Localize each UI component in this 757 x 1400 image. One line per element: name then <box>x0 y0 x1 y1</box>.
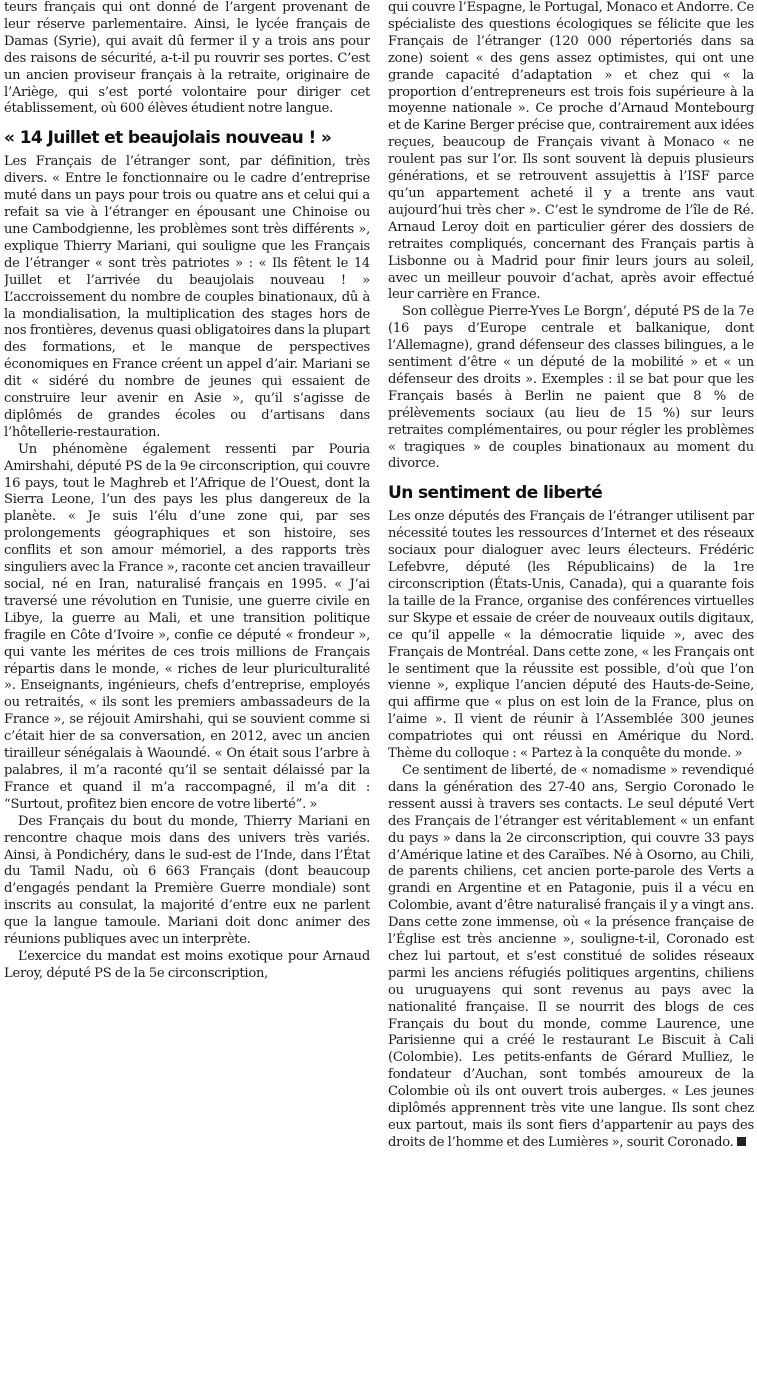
body-paragraph: Les onze députés des Français de l’étranger utilisent par nécessité toutes les ressources d’Internet et des réseaux sociaux pour dialoguer avec leurs électeurs. Frédéric Lefebvre, député (les Républicains) de la 1re circonscription (États-Unis, Canada), qui a quarante fois la taille de la France, organise des conférences virtuelles sur Skype et essaie de créer de nouveaux outils digitaux, ce qu’il appelle « la démocratie liquide », avec des Français de Montréal. Dans cette zone, « les Français ont le sentiment que la réussite est possible, d’où que l’on vienne », explique l’ancien député des Hauts-de-Seine, qui affirme que « plus on est loin de la France, plus on l’aime ». Il vient de réunir à l’Assemblée 300 jeunes compatriotes qui ont réussi en Amérique du Nord. Thème du colloque : « Partez à la conquête du monde. » <box>388 509 754 762</box>
final-paragraph <box>388 763 754 1152</box>
final-paragraph-text: Ce sentiment de liberté, de « nomadisme » revendiqué dans la génération des 27-40 ans, Sergio Coronado le ressent aussi à travers ses contacts. Le seul député Vert des Français de l’étranger est véritablement « un enfant du pays » dans la 2e circonscription, qui couvre 33 pays d’Amérique latine et des Caraïbes. Né à Osorno, au Chili, de parents chiliens, cet ancien porte-parole des Verts a grandi en Argentine et en Patagonie, puis il a vécu en Colombie, avant d’être naturalisé français il y a vingt ans. Dans cette zone immense, où « la présence française de l’Église est très ancienne », souligne-t-il, Coronado est chez lui partout, et s’est constitué de solides réseaux parmi les anciens réfugiés politiques argentins, chiliens ou uruguayens qui sont revenus au pays avec la nationalité française. Il se nourrit des blogs de ces Français du bout du monde, comme Laurence, une Parisienne qui a créé le restaurant Le Biscuit à Cali (Colombie). Les petits-enfants de Gérard Mulliez, le fondateur d’Auchan, sont tombés amoureux de la Colombie où ils ont ouvert trois auberges. « Les jeunes diplômés apprennent très vite une langue. Ils sont chez eux partout, mais ils sont fiers d’appartenir au pays des droits de l’homme et des Lumières », sourit Coronado. <box>388 762 754 1150</box>
body-paragraph: qui couvre l’Espagne, le Portugal, Monaco et Andorre. Ce spécialiste des questions écologiques se félicite que les Français de l’étranger (120 000 répertoriés dans sa zone) soient « des gens assez optimistes, qui ont une grande capacité d’adaptation » et chez qui « la proportion d’entrepreneurs est trois fois supérieure à la moyenne nationale ». Ce proche d’Arnaud Montebourg et de Karine Berger précise que, contrairement aux idées reçues, beaucoup de Français vivant à Monaco « ne roulent pas sur l’or. Ils sont souvent là depuis plusieurs générations, et se retrouvent assujettis à l’ISF parce qu’un appartement acheté il y a trente ans vaut aujourd’hui très cher ». C’est le syndrome de l’île de Ré. Arnaud Leroy doit en particulier gérer des dossiers de retraites compliqués, concernant des Français partis à Lisbonne ou à Madrid pour finir leurs jours au soleil, avec un meilleur pouvoir d’achat, après avoir effectué leur carrière en France. <box>388 0 754 303</box>
body-paragraph: L’exercice du mandat est moins exotique pour Arnaud Leroy, député PS de la 5e circonscription, <box>4 948 370 981</box>
body-paragraph: Les Français de l’étranger sont, par définition, très divers. « Entre le fonctionnaire ou le cadre d’entreprise muté dans un pays pour trois ou quatre ans et celui qui a refait sa vie à l’étranger en épousant une Chinoise ou une Cambodgienne, les problèmes sont très différents », explique Thierry Mariani, qui souligne que les Français de l’étranger « sont très patriotes » : « Ils fêtent le 14 Juillet et l’arrivée du beaujolais nouveau ! » L’accroissement du nombre de couples binationaux, dû à la mondialisation, la multiplication des stages hors de nos frontières, devenus quasi obligatoires dans la plupart des formations, et le manque de perspectives économiques en France créent un appel d’air. Mariani se dit « sidéré du nombre de jeunes qui essaient de construire leur avenir en Asie », qu’il s’agisse de diplômés de grandes écoles ou d’artisans dans l’hôtellerie-restauration. <box>4 154 370 440</box>
section-heading-juillet: « 14 Juillet et beaujolais nouveau ! » <box>4 128 332 149</box>
body-paragraph: Son collègue Pierre-Yves Le Borgn’, député PS de la 7e (16 pays d’Europe centrale et balkanique, dont l’Allemagne), grand défenseur des classes bilingues, a le sentiment d’être « un député de la mobilité » et « un défenseur des droits ». Exemples : il se bat pour que les Français basés à Berlin ne paient que 8 % de prélèvements sociaux (au lieu de 15 %) sur leurs retraites complémentaires, ou pour régler les problèmes « tragiques » de couples binationaux au moment du divorce. <box>388 304 754 472</box>
left-column <box>4 0 370 1400</box>
body-paragraph: Des Français du bout du monde, Thierry Mariani en rencontre chaque mois dans des univers très variés. Ainsi, à Pondichéry, dans le sud-est de l’Inde, dans l’État du Tamil Nadu, où 6 663 Français (dont beaucoup d’engagés pendant la Première Guerre mondiale) sont inscrits au consulat, la majorité d’entre eux ne parlent que la langue tamoule. Mariani doit donc animer des réunions publiques avec un interprète. <box>4 813 370 948</box>
intro-paragraph: teurs français qui ont donné de l’argent provenant de leur réserve parlementaire. Ainsi, le lycée français de Damas (Syrie), qui avait dû fermer il y a trois ans pour des raisons de sécurité, a-t-il pu rouvrir ses portes. C’est un ancien proviseur français à la retraite, originaire de l’Ariège, qui s’est porté volontaire pour diriger cet établissement, où 600 élèves étudient notre langue. <box>4 0 370 117</box>
end-of-article-icon <box>737 1137 746 1146</box>
section-heading-liberte: Un sentiment de liberté <box>388 483 603 504</box>
body-paragraph: Un phénomène également ressenti par Pouria Amirshahi, député PS de la 9e circonscription, qui couvre 16 pays, tout le Maghreb et l’Afrique de l’Ouest, dont la Sierra Leone, l’un des pays les plus dangereux de la planète. « Je suis l’élu d’une zone qui, par ses prolongements géographiques et son histoire, ses conflits et son amour mémoriel, a des rapports très singuliers avec la France », raconte cet ancien travailleur social, né en Iran, naturalisé français en 1995. « J’ai traversé une révolution en Tunisie, une guerre civile en Libye, la guerre au Mali, et une transition politique fragile en Côte d’Ivoire », confie ce député « frondeur », qui vante les mérites de ces trois millions de Français répartis dans le monde, « riches de leur pluriculturalité ». Enseignants, ingénieurs, chefs d’entreprise, employés ou retraités, « ils sont les premiers ambassadeurs de la France », se réjouit Amirshahi, qui se souvient comme si c’était hier de sa conversation, en 2012, avec un ancien tirailleur sénégalais à Waoundé. « On était sous l’arbre à palabres, il m’a raconté qu’il se sentait délaissé par la France et quand il m’a raccompagné, il m’a dit : “Surtout, profitez bien encore de votre liberté”. » <box>4 441 370 812</box>
right-column <box>388 0 754 1400</box>
